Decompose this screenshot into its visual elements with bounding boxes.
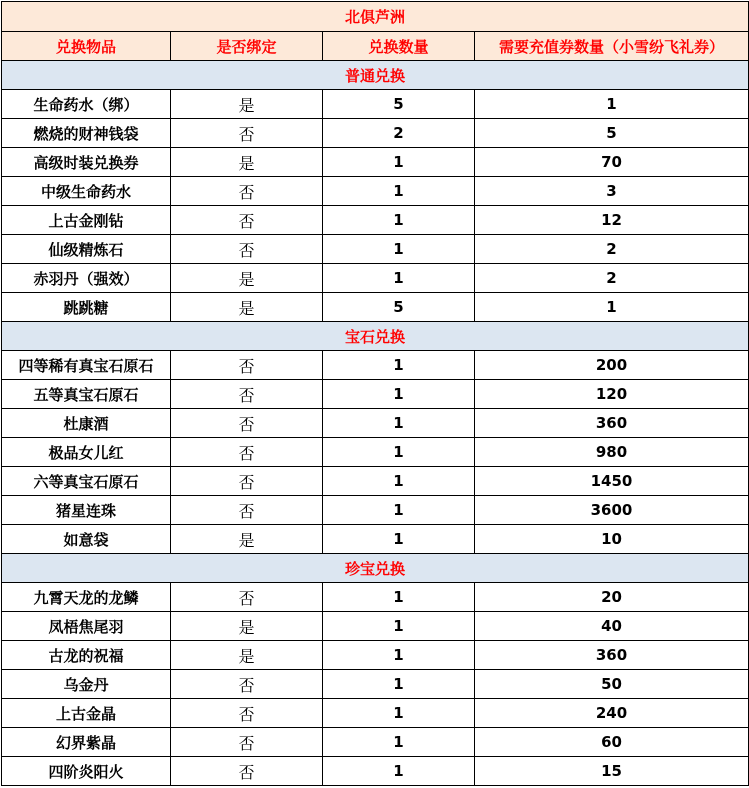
table-row (2, 409, 749, 438)
bound-status-cell: 是 (171, 641, 323, 670)
bound-status-cell: 否 (171, 699, 323, 728)
table-row (2, 235, 749, 264)
item-name-cell: 燃烧的财神钱袋 (2, 119, 171, 148)
item-name-cell: 杜康酒 (2, 409, 171, 438)
bound-status-cell: 是 (171, 264, 323, 293)
header-cost: 需要充值券数量（小雪纷飞礼券） (475, 32, 749, 61)
table-row (2, 583, 749, 612)
bound-status-cell: 否 (171, 409, 323, 438)
item-name-cell: 九霄天龙的龙鳞 (2, 583, 171, 612)
quantity-cell: 1 (323, 612, 475, 641)
table-row (2, 670, 749, 699)
table-row (2, 525, 749, 554)
cost-cell: 120 (475, 380, 749, 409)
bound-status-cell: 是 (171, 90, 323, 119)
cost-cell: 12 (475, 206, 749, 235)
item-name-cell: 上古金晶 (2, 699, 171, 728)
item-name-cell: 跳跳糖 (2, 293, 171, 322)
quantity-cell: 1 (323, 148, 475, 177)
item-name-cell: 四阶炎阳火 (2, 757, 171, 786)
exchange-table-body (2, 2, 749, 786)
cost-cell: 5 (475, 119, 749, 148)
table-row (2, 293, 749, 322)
cost-cell: 2 (475, 235, 749, 264)
item-name-cell: 赤羽丹（强效） (2, 264, 171, 293)
cost-cell: 240 (475, 699, 749, 728)
header-quantity: 兑换数量 (323, 32, 475, 61)
table-row (2, 438, 749, 467)
item-name-cell: 中级生命药水 (2, 177, 171, 206)
cost-cell: 2 (475, 264, 749, 293)
cost-cell: 15 (475, 757, 749, 786)
item-name-cell: 高级时装兑换券 (2, 148, 171, 177)
table-row (2, 612, 749, 641)
quantity-cell: 1 (323, 728, 475, 757)
table-row (2, 177, 749, 206)
table-row (2, 119, 749, 148)
quantity-cell: 1 (323, 177, 475, 206)
quantity-cell: 1 (323, 351, 475, 380)
table-row (2, 206, 749, 235)
item-name-cell: 如意袋 (2, 525, 171, 554)
quantity-cell: 1 (323, 380, 475, 409)
bound-status-cell: 否 (171, 235, 323, 264)
table-row (2, 467, 749, 496)
cost-cell: 3 (475, 177, 749, 206)
section-title: 珍宝兑换 (2, 554, 749, 583)
bound-status-cell: 否 (171, 438, 323, 467)
bound-status-cell: 否 (171, 728, 323, 757)
cost-cell: 50 (475, 670, 749, 699)
quantity-cell: 1 (323, 757, 475, 786)
item-name-cell: 六等真宝石原石 (2, 467, 171, 496)
quantity-cell: 5 (323, 90, 475, 119)
quantity-cell: 1 (323, 641, 475, 670)
bound-status-cell: 否 (171, 177, 323, 206)
quantity-cell: 1 (323, 583, 475, 612)
title-row (2, 2, 749, 32)
table-row (2, 757, 749, 786)
item-name-cell: 上古金刚钻 (2, 206, 171, 235)
section-row (2, 322, 749, 351)
bound-status-cell: 是 (171, 525, 323, 554)
table-row (2, 264, 749, 293)
header-bound: 是否绑定 (171, 32, 323, 61)
quantity-cell: 1 (323, 525, 475, 554)
quantity-cell: 1 (323, 206, 475, 235)
bound-status-cell: 是 (171, 293, 323, 322)
item-name-cell: 幻界紫晶 (2, 728, 171, 757)
quantity-cell: 5 (323, 293, 475, 322)
item-name-cell: 五等真宝石原石 (2, 380, 171, 409)
bound-status-cell: 是 (171, 148, 323, 177)
quantity-cell: 1 (323, 699, 475, 728)
quantity-cell: 1 (323, 438, 475, 467)
item-name-cell: 生命药水（绑） (2, 90, 171, 119)
bound-status-cell: 否 (171, 496, 323, 525)
item-name-cell: 乌金丹 (2, 670, 171, 699)
bound-status-cell: 否 (171, 351, 323, 380)
quantity-cell: 1 (323, 496, 475, 525)
quantity-cell: 1 (323, 409, 475, 438)
cost-cell: 1450 (475, 467, 749, 496)
header-item: 兑换物品 (2, 32, 171, 61)
bound-status-cell: 否 (171, 583, 323, 612)
table-row (2, 380, 749, 409)
quantity-cell: 2 (323, 119, 475, 148)
quantity-cell: 1 (323, 670, 475, 699)
table-title: 北俱芦洲 (2, 2, 749, 32)
quantity-cell: 1 (323, 264, 475, 293)
section-row (2, 61, 749, 90)
cost-cell: 70 (475, 148, 749, 177)
section-title: 普通兑换 (2, 61, 749, 90)
item-name-cell: 猪星连珠 (2, 496, 171, 525)
cost-cell: 3600 (475, 496, 749, 525)
section-row (2, 554, 749, 583)
cost-cell: 1 (475, 90, 749, 119)
cost-cell: 200 (475, 351, 749, 380)
bound-status-cell: 否 (171, 380, 323, 409)
cost-cell: 980 (475, 438, 749, 467)
bound-status-cell: 否 (171, 206, 323, 235)
bound-status-cell: 否 (171, 670, 323, 699)
item-name-cell: 仙级精炼石 (2, 235, 171, 264)
item-name-cell: 四等稀有真宝石原石 (2, 351, 171, 380)
cost-cell: 40 (475, 612, 749, 641)
header-row (2, 32, 749, 61)
table-row (2, 728, 749, 757)
bound-status-cell: 否 (171, 119, 323, 148)
bound-status-cell: 是 (171, 612, 323, 641)
table-row (2, 148, 749, 177)
cost-cell: 20 (475, 583, 749, 612)
cost-cell: 360 (475, 409, 749, 438)
table-row (2, 641, 749, 670)
section-title: 宝石兑换 (2, 322, 749, 351)
table-row (2, 496, 749, 525)
table-row (2, 90, 749, 119)
item-name-cell: 极品女儿红 (2, 438, 171, 467)
exchange-table (1, 1, 749, 786)
table-row (2, 351, 749, 380)
bound-status-cell: 否 (171, 467, 323, 496)
cost-cell: 10 (475, 525, 749, 554)
bound-status-cell: 否 (171, 757, 323, 786)
cost-cell: 360 (475, 641, 749, 670)
quantity-cell: 1 (323, 235, 475, 264)
table-row (2, 699, 749, 728)
quantity-cell: 1 (323, 467, 475, 496)
item-name-cell: 古龙的祝福 (2, 641, 171, 670)
cost-cell: 1 (475, 293, 749, 322)
item-name-cell: 凤梧焦尾羽 (2, 612, 171, 641)
cost-cell: 60 (475, 728, 749, 757)
